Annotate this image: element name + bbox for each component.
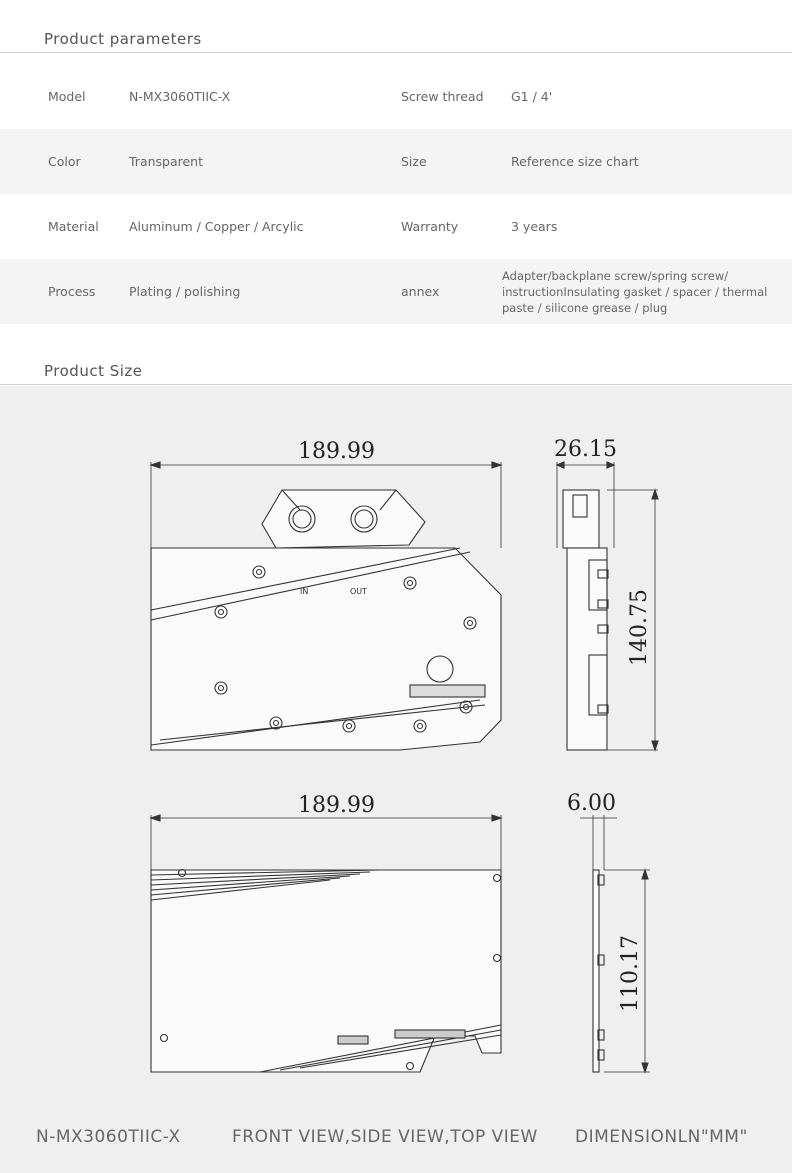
- param-label: Color: [48, 154, 81, 169]
- front-width-dimension: 189.99: [298, 439, 375, 464]
- param-value: G1 / 4': [511, 89, 553, 104]
- front-view-drawing: [151, 462, 501, 750]
- param-label: Screw thread: [401, 89, 484, 104]
- param-value: Adapter/backplane screw/spring screw/ instructionInsulating gasket / spacer / thermal paste / silicone grease / plug: [502, 268, 768, 315]
- param-label: annex: [401, 284, 440, 299]
- back-width-dimension: 189.99: [298, 793, 375, 818]
- param-value: N-MX3060TIIC-X: [129, 89, 231, 104]
- caption-views: FRONT VIEW,SIDE VIEW,TOP VIEW: [232, 1127, 538, 1147]
- param-value: Reference size chart: [511, 154, 639, 169]
- param-label: Process: [48, 284, 96, 299]
- param-label: Material: [48, 219, 99, 234]
- params-section-title: Product parameters: [44, 30, 202, 48]
- front-height-dimension: 140.75: [627, 589, 652, 666]
- param-value: 3 years: [511, 219, 558, 234]
- caption-model: N-MX3060TIIC-X: [36, 1127, 181, 1147]
- back-thickness-dimension: 6.00: [567, 791, 616, 816]
- param-value: Plating / polishing: [129, 284, 241, 299]
- back-view-drawing: [151, 815, 501, 1072]
- param-label: Warranty: [401, 219, 459, 234]
- in-label: IN: [300, 587, 309, 596]
- param-label: Model: [48, 89, 86, 104]
- param-value: Transparent: [129, 154, 204, 169]
- size-section-title: Product Size: [44, 362, 143, 380]
- side-thickness-dimension: 26.15: [554, 437, 617, 462]
- param-value: Aluminum / Copper / Arcylic: [129, 219, 304, 234]
- out-label: OUT: [350, 587, 368, 596]
- caption-unit: DIMENSIONLN"MM": [575, 1127, 748, 1147]
- back-height-dimension: 110.17: [618, 935, 643, 1012]
- param-label: Size: [401, 154, 427, 169]
